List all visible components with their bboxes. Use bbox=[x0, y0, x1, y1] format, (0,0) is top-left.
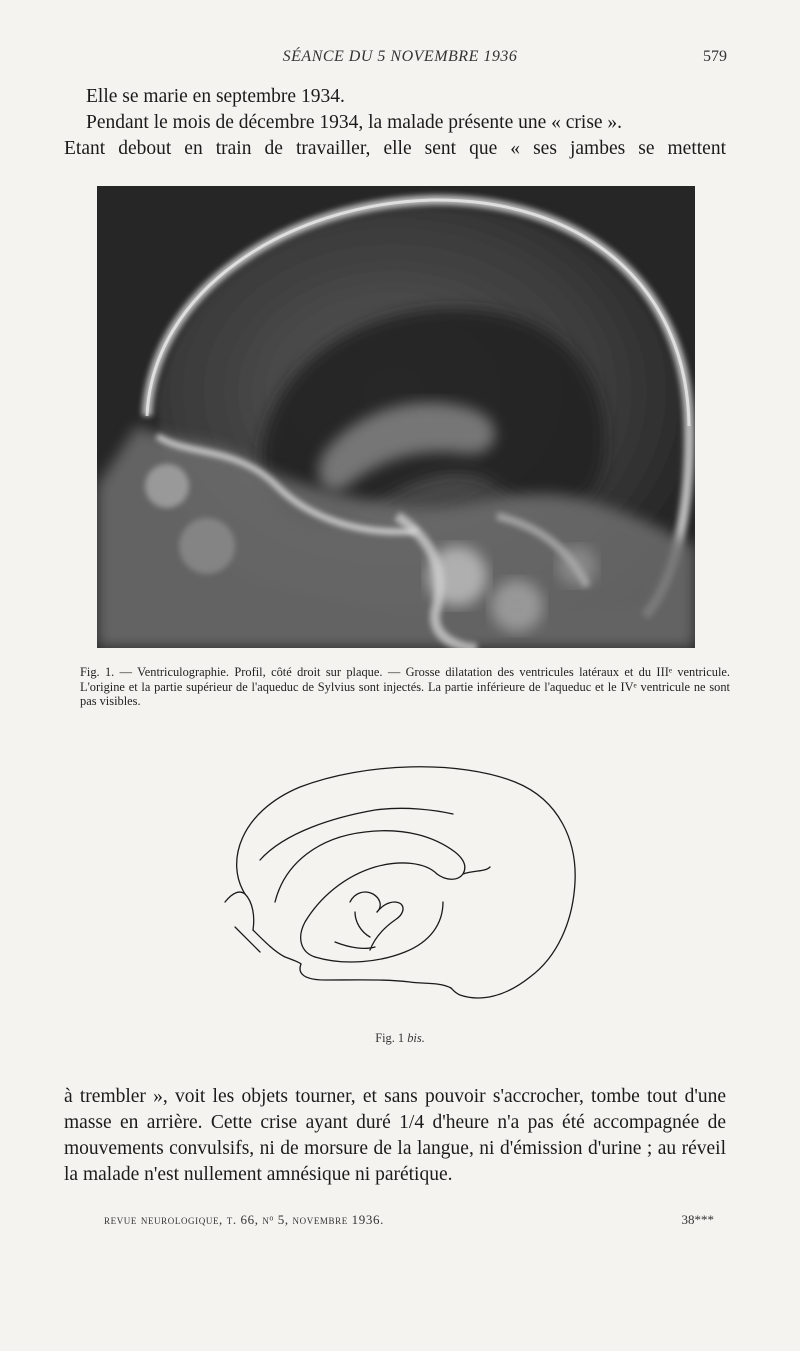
figure-1-caption: Fig. 1. — Ventriculographie. Profil, côté droit sur plaque. — Grosse dilatation des ventricules latéraux et du IIIᵉ ventricule. L'origine et la partie supérieur de l'aqueduc de Sylvius sont injectés. La partie inférieure de l'aqueduc et le IVᵉ ventricule ne sont pas visibles. bbox=[80, 665, 730, 708]
xray-image bbox=[97, 186, 695, 648]
page-footer bbox=[104, 1212, 714, 1232]
figure-1-bis-caption bbox=[0, 1031, 800, 1046]
paragraph-line: Pendant le mois de décembre 1934, la malade présente une « crise ». bbox=[86, 112, 623, 133]
page-number: 579 bbox=[703, 48, 727, 65]
xray-skull-illustration bbox=[97, 186, 695, 648]
signature-mark: 38*** bbox=[681, 1212, 714, 1227]
figure-1-bis-italic: bis. bbox=[407, 1031, 425, 1045]
paragraph-line: Etant debout en train de travailler, elle sent que « ses jambes se mettent bbox=[64, 138, 726, 159]
body-text-bottom bbox=[64, 1084, 726, 1188]
body-text-top bbox=[64, 84, 726, 162]
running-title: SÉANCE DU 5 NOVEMBRE 1936 bbox=[282, 48, 518, 65]
paragraph-line: Elle se marie en septembre 1934. bbox=[86, 86, 345, 107]
paragraph: à trembler », voit les objets tourner, et sans pouvoir s'accrocher, tombe tout d'une masse en arrière. Cette crise ayant duré 1/4 d'heure n'a pas été accompagnée de mouvements convulsifs, ni de morsure de la langue, ni d'émission d'urine ; au réveil la malade n'est nullement amnésique ni parétique. bbox=[64, 1086, 726, 1185]
journal-citation: revue neurologique, t. 66, nᵒ 5, novembre 1936. bbox=[104, 1212, 384, 1227]
running-head bbox=[0, 48, 800, 72]
figure-1-bis-label: Fig. 1 bbox=[375, 1031, 405, 1045]
ventricle-tracing-drawing bbox=[205, 752, 605, 1022]
